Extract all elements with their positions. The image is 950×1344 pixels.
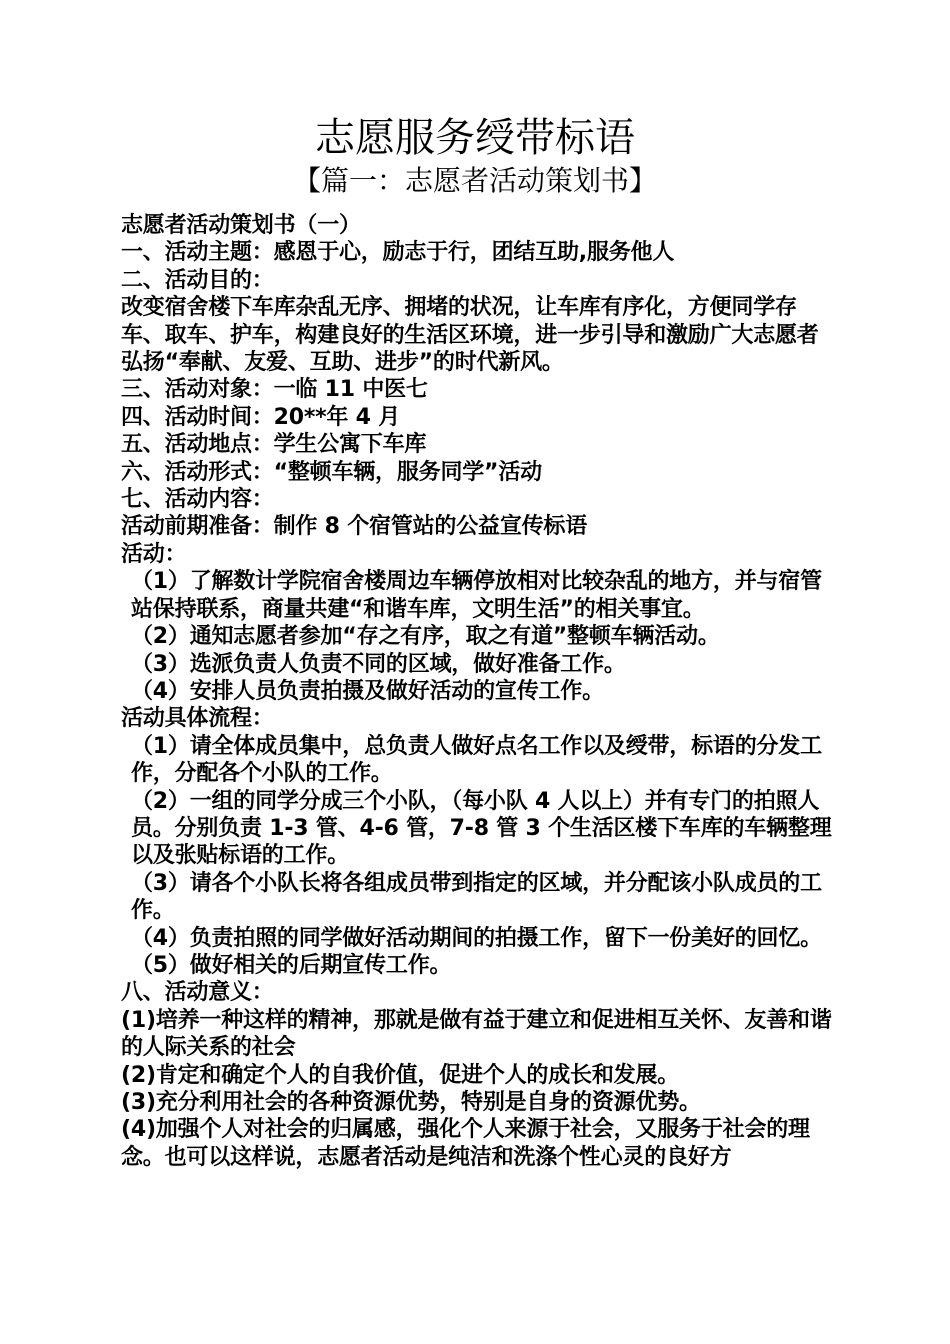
significance-item-4: (4)加强个人对社会的归属感，强化个人来源于社会，又服务于社会的理念。也可以这样说，志愿者活动是纯洁和洗涤个性心灵的良好方 (121, 1117, 810, 1170)
section-time: 四、活动时间：20**年 4 月 (121, 404, 401, 430)
preparation-line: 活动前期准备：制作 8 个宿管站的公益宣传标语 (121, 514, 588, 540)
section-purpose-heading: 二、活动目的： (121, 267, 274, 293)
section-form: 六、活动形式：“整顿车辆，服务同学”活动 (121, 459, 542, 485)
activity-heading: 活动： (121, 541, 187, 567)
section-purpose-text: 改变宿舍楼下车库杂乱无序、拥堵的状况，让车库有序化，方便同学存车、取车、护车，构建良好的生活区环境，进一步引导和激励广大志愿者弘扬“奉献、友爱、互助、进步”的时代新风。 (121, 295, 819, 376)
flow-item-1: （1）请全体成员集中，总负责人做好点名工作以及绶带，标语的分发工作，分配各个小队的工作。 (131, 733, 822, 787)
section-target: 三、活动对象：一临 11 中医七 (121, 377, 428, 403)
plan-heading: 志愿者活动策划书（一） (121, 213, 361, 238)
document-subtitle: 【篇一：志愿者活动策划书】 (292, 164, 657, 197)
activity-item-4: （4）安排人员负责拍摄及做好活动的宣传工作。 (131, 678, 604, 704)
section-theme: 一、活动主题：感恩于心，励志于行，团结互助,服务他人 (121, 240, 675, 266)
section-content-heading: 七、活动内容： (121, 487, 274, 513)
section-location: 五、活动地点：学生公寓下车库 (121, 432, 427, 458)
flow-item-5: （5）做好相关的后期宣传工作。 (131, 952, 452, 978)
activity-item-1: （1）了解数计学院宿舍楼周边车辆停放相对比较杂乱的地方，并与宿管站保持联系，商量共建“和谐车库，文明生活”的相关事宜。 (131, 569, 822, 622)
flow-item-2: （2）一组的同学分成三个小队，（每小队 4 人以上）并有专门的拍照人员。分别负责 1-3 管、4-6 管，7-8 管 3 个生活区楼下车库的车辆整理以及张贴标语的工作。 (131, 788, 832, 869)
flow-item-3: （3）请各个小队长将各组成员带到指定的区域，并分配该小队成员的工作。 (131, 870, 822, 924)
document-body (115, 212, 835, 1171)
activity-item-2: （2）通知志愿者参加“存之有序，取之有道”整顿车辆活动。 (131, 624, 720, 650)
significance-item-3: (3)充分利用社会的各种资源优势，特别是自身的资源优势。 (121, 1090, 701, 1115)
flow-heading: 活动具体流程： (121, 706, 274, 732)
significance-item-1: (1)培养一种这样的精神，那就是做有益于建立和促进相互关怀、友善和谐的人际关系的社会 (121, 1007, 832, 1061)
activity-item-3: （3）选派负责人负责不同的区域，做好准备工作。 (131, 651, 626, 677)
significance-heading: 八、活动意义： (121, 980, 274, 1006)
document-title: 志愿服务绶带标语 (315, 115, 635, 161)
flow-item-4: （4）负责拍照的同学做好活动期间的拍摄工作，留下一份美好的回忆。 (131, 925, 822, 951)
significance-item-2: (2)肯定和确定个人的自我价值，促进个人的成长和发展。 (121, 1062, 680, 1088)
